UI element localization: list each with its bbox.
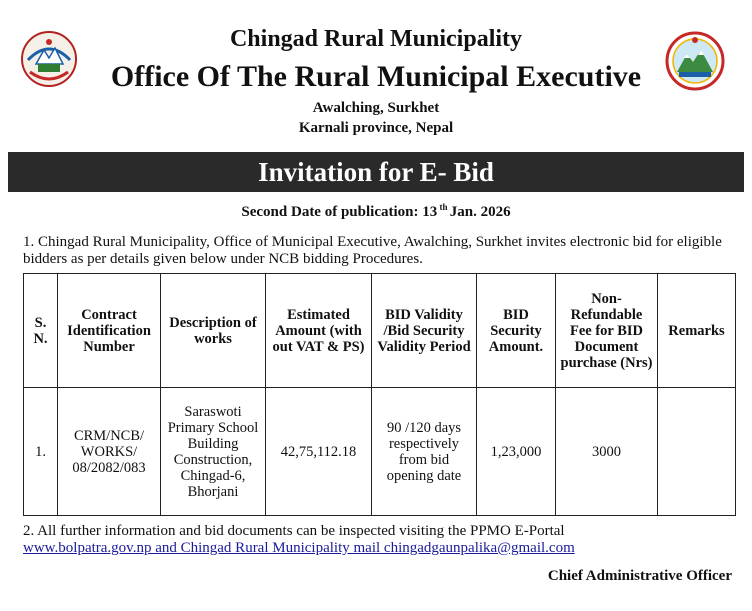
paragraph-1: 1. Chingad Rural Municipality, Office of Municipal Executive, Awalching, Surkhet invites electronic bid for eligible bidders as per details given below under NCB bidding Procedures.	[23, 234, 722, 267]
header-contract-id: Contract Identification Number	[58, 274, 161, 388]
cell-validity: 90 /120 days respectively from bid opening date	[372, 388, 477, 516]
signatory: Chief Administrative Officer	[547, 568, 732, 584]
bid-table	[23, 273, 736, 516]
cell-contract-id: CRM/NCB/ WORKS/ 08/2082/083	[58, 388, 161, 516]
pub-date-sup: th	[437, 202, 450, 212]
header-description: Description of works	[161, 274, 266, 388]
pub-date-prefix: Second Date of publication: 13	[241, 204, 438, 220]
notice-title: Invitation for E- Bid	[258, 157, 494, 187]
cell-remarks	[658, 388, 736, 516]
address-line-1: Awalching, Surkhet	[312, 100, 440, 116]
table-row	[24, 388, 736, 516]
header-fee: Non-Refundable Fee for BID Document purchase (Nrs)	[556, 274, 658, 388]
cell-estimated-amount: 42,75,112.18	[266, 388, 372, 516]
notice-title-banner	[8, 152, 744, 192]
address-line-2: Karnali province, Nepal	[298, 120, 454, 136]
paragraph-2	[23, 523, 735, 557]
header-estimated-amount: Estimated Amount (with out VAT & PS)	[266, 274, 372, 388]
cell-sn: 1.	[24, 388, 58, 516]
publication-date	[0, 202, 752, 221]
header-remarks: Remarks	[658, 274, 736, 388]
table-header-row	[24, 274, 736, 388]
cell-description: Saraswoti Primary School Building Construction, Chingad-6, Bhorjani	[161, 388, 266, 516]
cell-fee: 3000	[556, 388, 658, 516]
portal-email-link[interactable]: www.bolpatra.gov.np and Chingad Rural Municipality mail chingadgaunpalika@gmail.com	[23, 540, 575, 556]
header-validity: BID Validity /Bid Security Validity Period	[372, 274, 477, 388]
header-security-amount: BID Security Amount.	[477, 274, 556, 388]
pub-date-suffix: Jan. 2026	[449, 204, 511, 220]
paragraph-2-text: 2. All further information and bid documents can be inspected visiting the PPMO E-Portal	[23, 523, 565, 539]
office-name: Office Of The Rural Municipal Executive	[110, 60, 642, 93]
cell-security-amount: 1,23,000	[477, 388, 556, 516]
org-name: Chingad Rural Municipality	[229, 26, 523, 52]
header-sn: S. N.	[24, 274, 58, 388]
